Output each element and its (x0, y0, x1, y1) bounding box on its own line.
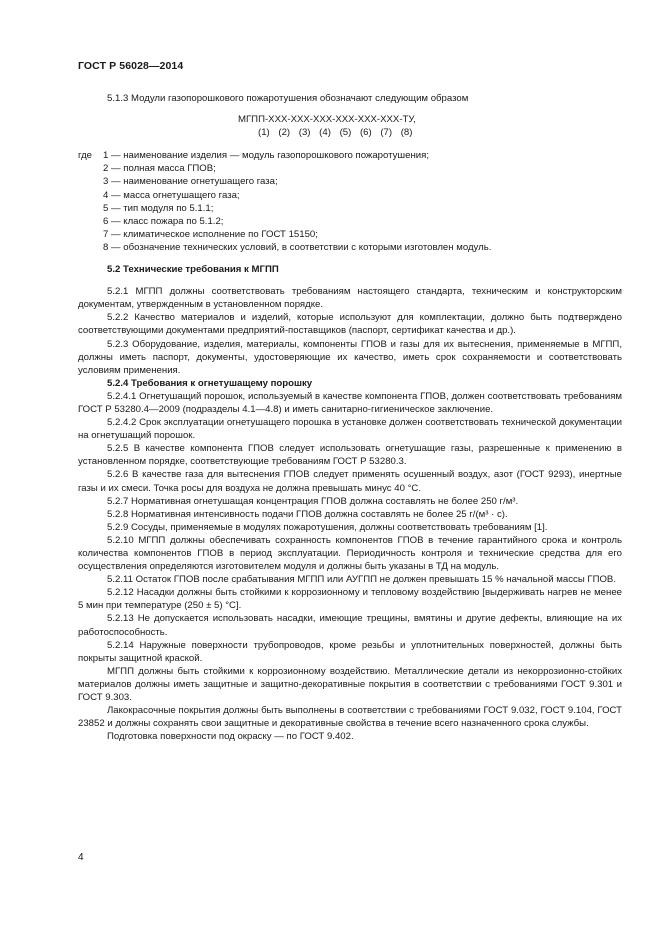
clause-paragraph: 5.2.6 В качестве газа для вытеснения ГПОВ следует применять осушенный воздух, азот (ГОСТ 9293), инертные газы и их смеси. Точка росы для воздуха не должна превышать минус 40 °С. (78, 469, 622, 494)
section-heading: 5.2 Технические требования к МГПП (107, 264, 279, 276)
legend-item: 8 — обозначение технических условий, в соответствии с которыми изготовлен модуль. (103, 241, 492, 253)
clause-paragraph: 5.2.4.1 Огнетушащий порошок, используемый в качестве компонента ГПОВ, должен соответствовать требованиям ГОСТ Р 53280.4—2009 (подразделы 4.1—4.8) и иметь санитарно-гигиеническое заключение. (78, 390, 622, 415)
page-number: 4 (78, 852, 84, 863)
legend-where-label: где (78, 150, 93, 162)
intro-paragraph: 5.1.3 Модули газопорошкового пожаротушения обозначают следующим образом (107, 93, 469, 104)
legend-item: 6 — класс пожара по 5.1.2; (103, 215, 224, 227)
clause-paragraph: 5.2.7 Нормативная огнетушащая концентрация ГПОВ должна составлять не более 250 г/м³. (107, 495, 519, 507)
clause-paragraph: 5.2.5 В качестве компонента ГПОВ следует использовать огнетушащие газы, разрешенные к применению в установленном порядке, соответствующие требованиям ГОСТ Р 53280.3. (78, 443, 622, 468)
clause-paragraph: 5.2.3 Оборудование, изделия, материалы, компоненты ГПОВ и газы для их вытеснения, применяемые в МГПП, должны иметь паспорт, документы, удостоверяющие их качество, иметь срок сохраняемости и соответствовать условиям применения. (78, 338, 622, 376)
clause-paragraph: МГПП должны быть стойкими к коррозионному воздействию. Металлические детали из некоррозионно-стойких материалов должны иметь защитные и защитно-декоративные покрытия в соответствии с требованиями ГОСТ 9.301 и ГОСТ 9.303. (78, 665, 622, 704)
clause-paragraph: Лакокрасочные покрытия должны быть выполнены в соответствии с требованиями ГОСТ 9.032, ГОСТ 9.104, ГОСТ 23852 и должны сохранять свои защитные и декоративные свойства в течение всего назначенного срока службы. (78, 705, 622, 730)
legend-item: 3 — наименование огнетушащего газа; (103, 176, 278, 188)
clause-paragraph: 5.2.11 Остаток ГПОВ после срабатывания МГПП или АУГПП не должен превышать 15 % начальной массы ГПОВ. (107, 574, 616, 586)
subsection-heading: 5.2.4 Требования к огнетушащему порошку (107, 377, 313, 389)
legend-item: 2 — полная масса ГПОВ; (103, 163, 216, 175)
designation-legend (78, 149, 622, 254)
legend-item: 1 — наименование изделия — модуль газопорошкового пожаротушения; (103, 150, 429, 162)
clause-paragraph: 5.2.2 Качество материалов и изделий, которые используют для комплектации, должно быть подтверждено соответствующими документами предприятий-поставщиков (паспорт, сертификат качества и др.). (78, 312, 622, 337)
legend-item: 5 — тип модуля по 5.1.1; (103, 202, 214, 214)
clause-paragraph: 5.2.13 Не допускается использовать насадки, имеющие трещины, вмятины и другие дефекты, влияющие на их работоспособность. (78, 613, 622, 638)
clause-paragraph: 5.2.12 Насадки должны быть стойкими к коррозионному и тепловому воздействию [выдерживать нагрев не менее 5 мин при температуре (250 ± 5) °С]. (78, 587, 622, 612)
clause-paragraph: 5.2.9 Сосуды, применяемые в модулях пожаротушения, должны соответствовать требованиям [1]. (107, 521, 548, 533)
document-body (78, 92, 622, 743)
designation-formula (78, 114, 622, 139)
clause-paragraph: Подготовка поверхности под окраску — по ГОСТ 9.402. (107, 731, 354, 743)
clause-paragraph: 5.2.8 Нормативная интенсивность подачи ГПОВ должна составлять не более 25 г/(м³ · с). (107, 508, 508, 520)
clause-paragraph: 5.2.10 МГПП должны обеспечивать сохранность компонентов ГПОВ в течение гарантийного срока и контроль количества компонентов ГПОВ в период эксплуатации. Периодичность контроля и технические средства для его осуществления определяются изготовителем модуля и должны быть указаны в ТД на модуль. (78, 534, 622, 573)
clause-paragraph: 5.2.14 Наружные поверхности трубопроводов, кроме резьбы и уплотнительных поверхностей, должны быть покрыты защитной краской. (78, 639, 622, 664)
designation-numbers: (1) (2) (3) (4) (5) (6) (7) (8) (258, 126, 413, 138)
clause-paragraph: 5.2.4.2 Срок эксплуатации огнетушащего порошка в установке должен соответствовать технической документации на огнетушащий порошок. (78, 417, 622, 442)
designation-code: МГПП-ХХХ-ХХХ-ХХХ-ХХХ-ХХХ-ХХХ-ТУ, (238, 114, 416, 126)
clause-paragraph: 5.2.1 МГПП должны соответствовать требованиям настоящего стандарта, техническим и конструкторским документам, утвержденным в установленном порядке. (78, 286, 622, 311)
legend-item: 4 — масса огнетушащего газа; (103, 189, 240, 201)
document-code-header: ГОСТ Р 56028—2014 (78, 60, 184, 72)
legend-item: 7 — климатическое исполнение по ГОСТ 15150; (103, 228, 318, 240)
